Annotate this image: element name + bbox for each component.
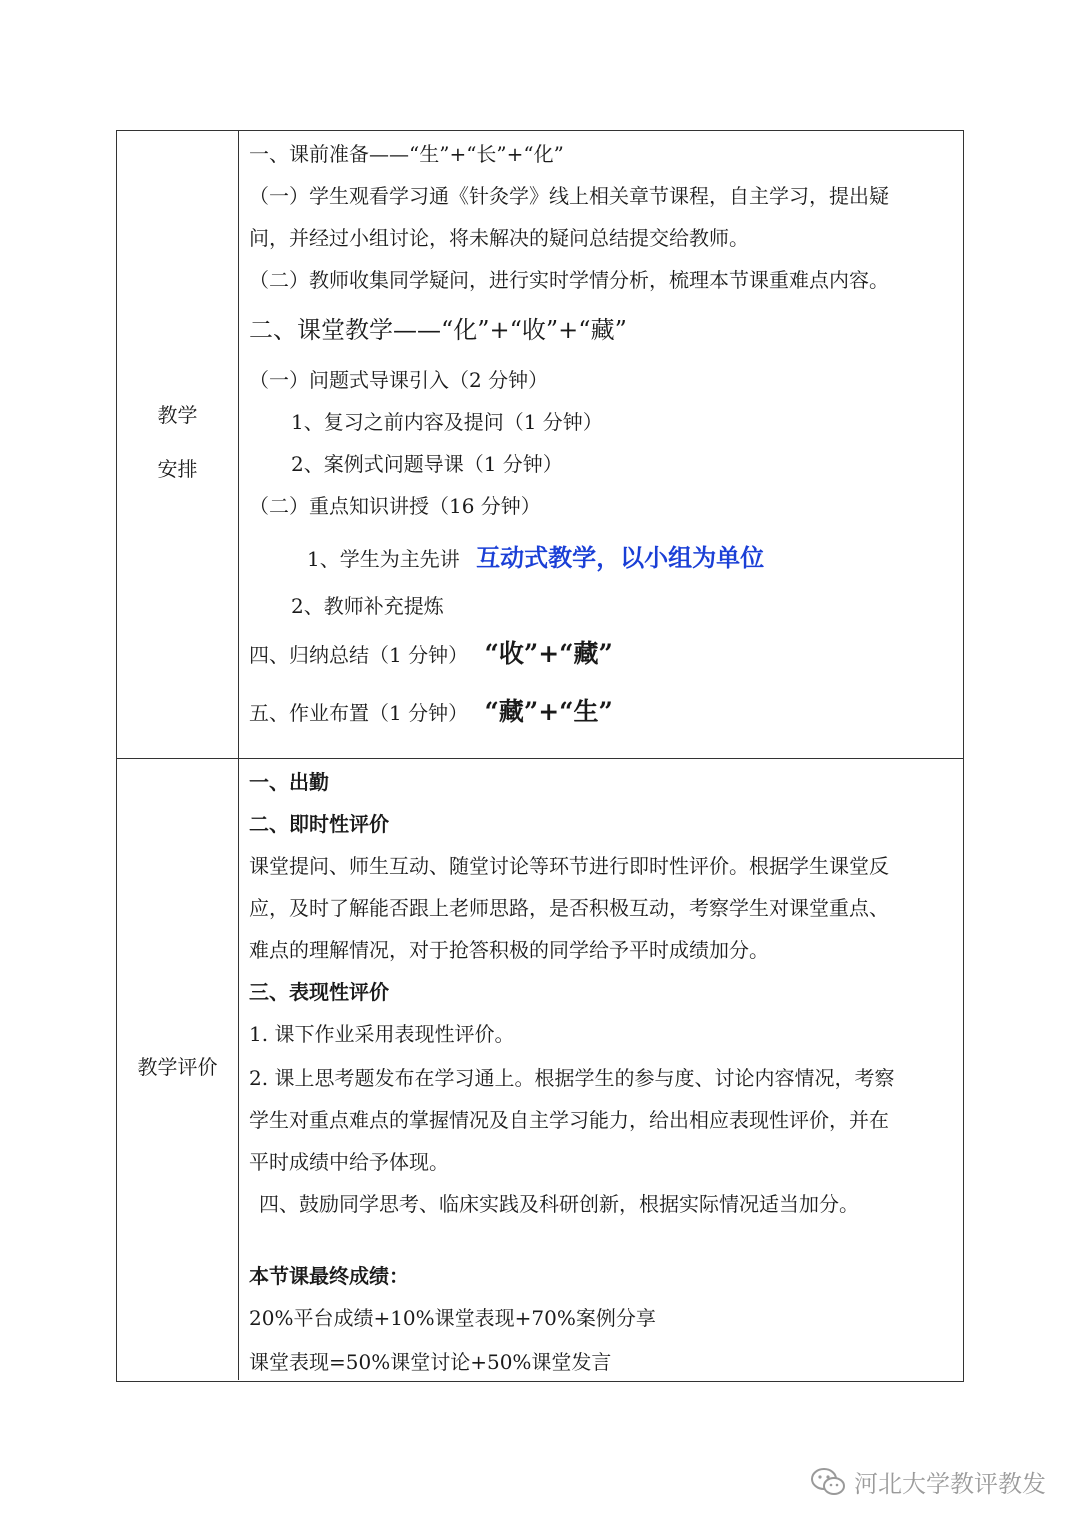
section-heading: 一、课前准备——“生”+“长”+“化” <box>249 142 564 166</box>
row-label-line: 教学评价 <box>137 1055 218 1079</box>
teaching-arrangement-row <box>117 131 963 759</box>
paragraph-line: 问，并经过小组讨论，将未解决的疑问总结提交给教师。 <box>249 226 749 250</box>
watermark <box>810 1464 1046 1499</box>
paragraph-line: 平时成绩中给予体现。 <box>249 1150 449 1174</box>
watermark-text: 河北大学教评教发 <box>854 1470 1046 1498</box>
paragraph-line: 1. 课下作业采用表现性评价。 <box>249 1022 515 1046</box>
row-label-cell <box>117 759 239 1380</box>
section-heading: 二、课堂教学——“化”+“收”+“藏” <box>249 316 627 344</box>
section-heading <box>249 699 613 726</box>
section-heading: 本节课最终成绩： <box>249 1264 409 1288</box>
section-heading-text: 五、作业布置（1 分钟） <box>249 701 469 725</box>
list-item: 2、教师补充提炼 <box>291 594 444 618</box>
paragraph-line: 学生对重点难点的掌握情况及自主学习能力，给出相应表现性评价，并在 <box>249 1108 889 1132</box>
list-item <box>307 545 764 572</box>
highlight-text: 互动式教学，以小组为单位 <box>476 544 765 572</box>
paragraph-line: 2. 课上思考题发布在学习通上。根据学生的参与度、讨论内容情况，考察 <box>249 1066 895 1090</box>
row-label-line: 安排 <box>157 457 198 481</box>
section-heading <box>249 641 613 668</box>
section-heading: 一、出勤 <box>249 770 329 794</box>
paragraph-line: （二）教师收集同学疑问，进行实时学情分析，梳理本节课重难点内容。 <box>249 268 889 292</box>
emphasis-text: “藏”+“生” <box>484 697 613 726</box>
formula-line: 课堂表现=50%课堂讨论+50%课堂发言 <box>249 1350 612 1374</box>
paragraph-line: 难点的理解情况，对于抢答积极的同学给予平时成绩加分。 <box>249 938 769 962</box>
row-label-cell <box>117 131 239 758</box>
formula-line: 20%平台成绩+10%课堂表现+70%案例分享 <box>249 1306 656 1330</box>
section-heading-text: 四、归纳总结（1 分钟） <box>249 643 469 667</box>
list-item: 1、复习之前内容及提问（1 分钟） <box>291 410 603 434</box>
list-item-text: 1、学生为主先讲 <box>307 547 460 571</box>
subsection-line: （一）问题式导课引入（2 分钟） <box>249 368 549 392</box>
list-item: 2、案例式问题导课（1 分钟） <box>291 452 563 476</box>
emphasis-text: “收”+“藏” <box>484 639 613 668</box>
paragraph-line: （一）学生观看学习通《针灸学》线上相关章节课程，自主学习，提出疑 <box>249 184 889 208</box>
paragraph-line: 应，及时了解能否跟上老师思路，是否积极互动，考察学生对课堂重点、 <box>249 896 889 920</box>
teaching-evaluation-row <box>117 759 963 1380</box>
wechat-icon <box>810 1467 846 1497</box>
section-heading: 二、即时性评价 <box>249 812 389 836</box>
section-heading: 四、鼓励同学思考、临床实践及科研创新，根据实际情况适当加分。 <box>259 1192 859 1216</box>
row-label-line: 教学 <box>157 403 198 427</box>
section-heading: 三、表现性评价 <box>249 980 389 1004</box>
subsection-line: （二）重点知识讲授（16 分钟） <box>249 494 541 518</box>
paragraph-line: 课堂提问、师生互动、随堂讨论等环节进行即时性评价。根据学生课堂反 <box>249 854 889 878</box>
lesson-plan-table <box>116 130 964 1382</box>
